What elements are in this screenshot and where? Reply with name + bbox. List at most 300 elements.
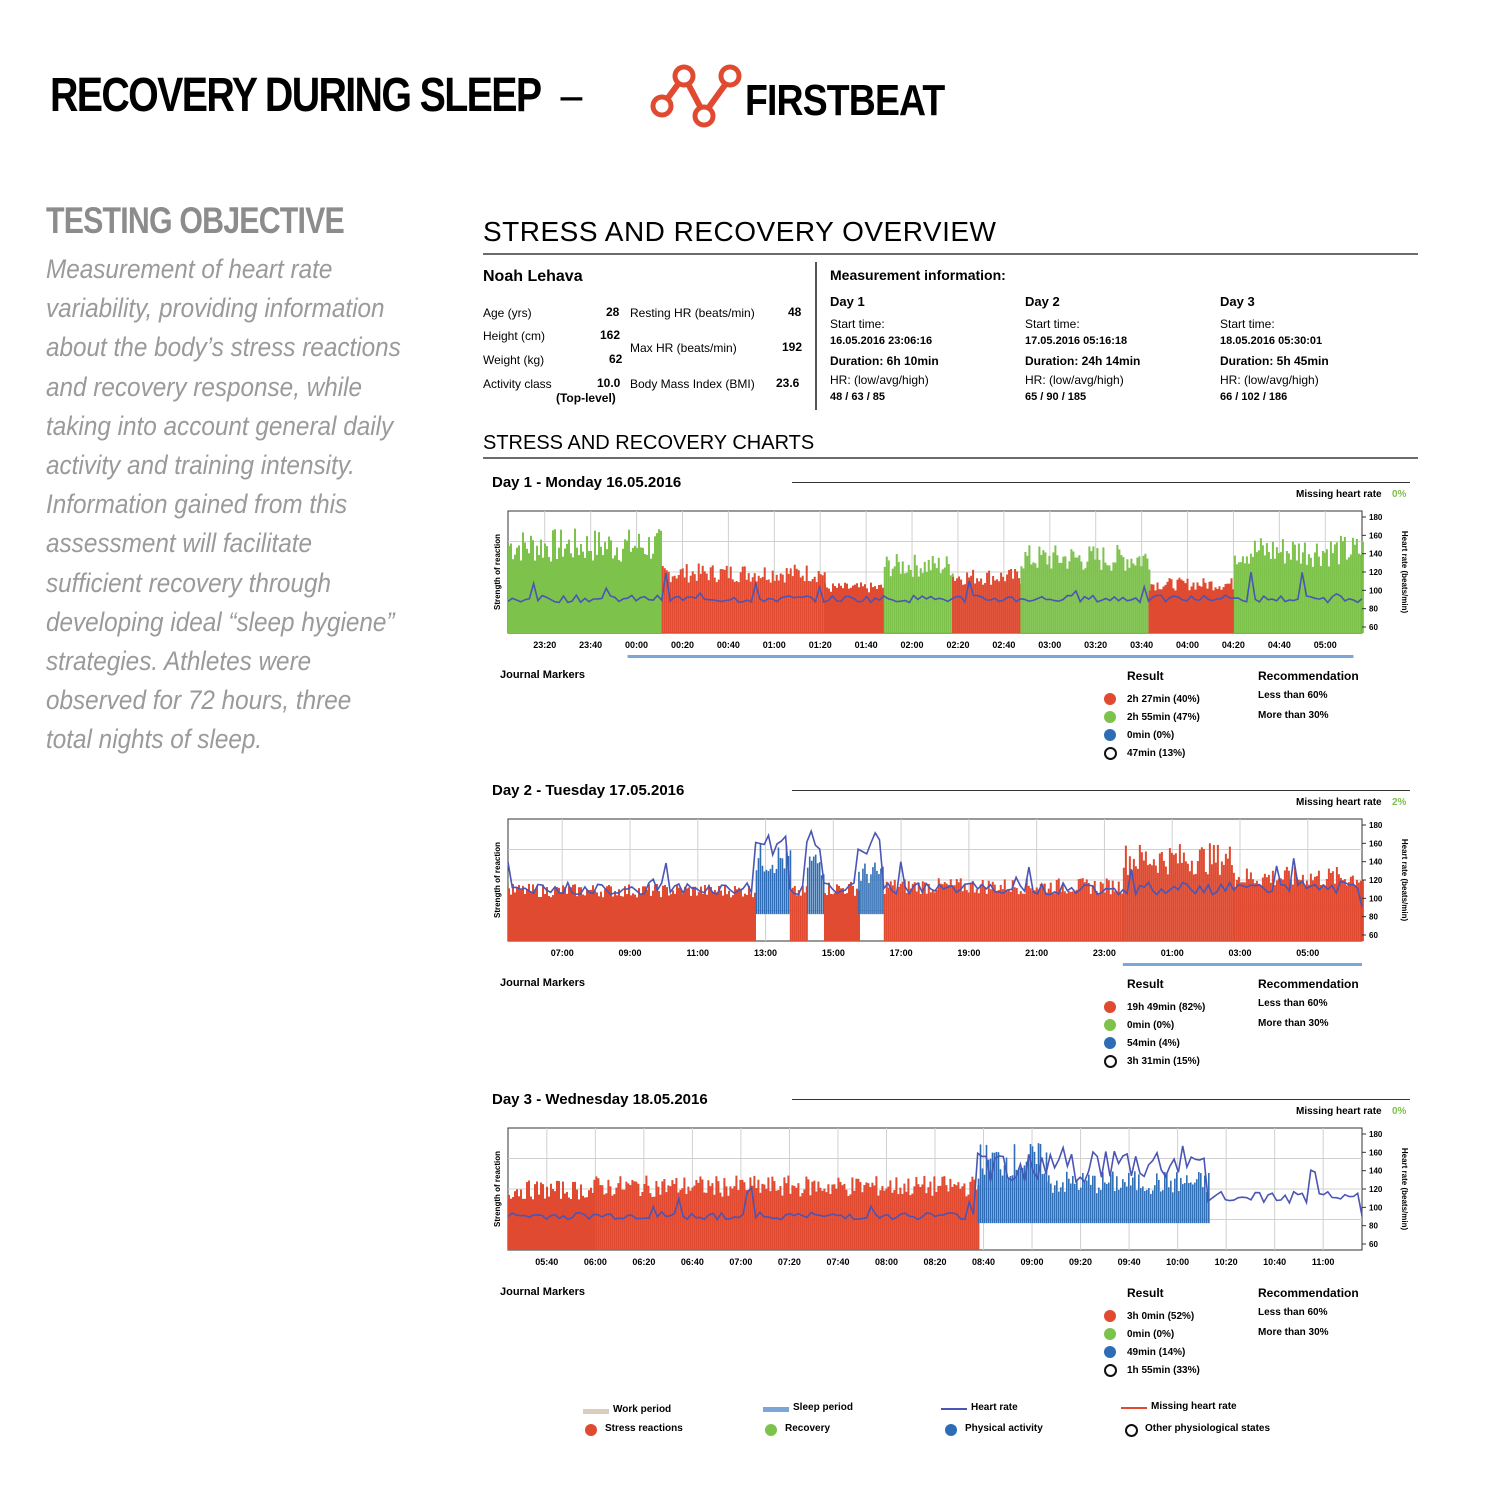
chart-bar-activity: [858, 872, 860, 914]
recommendation-1: Less than 60%: [1258, 690, 1328, 701]
chart-bar-stress: [815, 1192, 817, 1250]
chart-bar-stress: [735, 1176, 737, 1250]
chart-bar-recovery: [636, 548, 638, 633]
chart-bar-activity: [984, 1175, 986, 1223]
chart-bar-stress: [944, 882, 946, 941]
result-value: 54min (4%): [1127, 1038, 1180, 1049]
chart-bar-stress: [798, 890, 800, 941]
chart-bar-recovery: [538, 555, 540, 633]
chart-bar-stress: [965, 1196, 967, 1250]
chart-bar-stress: [627, 1183, 629, 1250]
chart-bar-stress: [612, 896, 614, 941]
hr-axis-label: 140: [1369, 549, 1383, 559]
chart-bar-recovery: [1118, 549, 1120, 633]
chart-bar-recovery: [560, 530, 562, 633]
chart-bar-stress: [850, 588, 852, 633]
chart-bar-activity: [762, 866, 764, 914]
chart-bar-stress: [844, 583, 846, 633]
chart-bar-stress: [747, 1190, 749, 1250]
chart-bar-stress: [974, 892, 976, 941]
chart-bar-stress: [1199, 850, 1201, 941]
chart-bar-stress: [1006, 574, 1008, 633]
chart-bar-stress: [856, 889, 858, 941]
hr-axis-label: 140: [1369, 1166, 1383, 1176]
chart-bar-stress: [986, 573, 988, 633]
chart-bar-stress: [775, 1191, 777, 1250]
chart-bar-stress: [603, 1194, 605, 1250]
chart-bar-stress: [1187, 579, 1189, 633]
chart-bar-stress: [1193, 874, 1195, 941]
chart-bar-stress: [1183, 581, 1185, 633]
chart-bar-stress: [1240, 882, 1242, 941]
chart-bar-recovery: [950, 575, 952, 633]
chart-bar-stress: [696, 581, 698, 633]
chart-bar-stress: [1197, 861, 1199, 941]
chart-bar-stress: [722, 896, 724, 941]
chart-bar-stress: [1147, 865, 1149, 941]
hr-axis-label: 60: [1369, 1240, 1378, 1249]
chart-bar-stress: [1064, 891, 1066, 941]
chart-bar-stress: [662, 886, 664, 941]
chart-bar-stress: [683, 1178, 685, 1250]
chart-bar-stress: [534, 889, 536, 941]
chart-bar-stress: [730, 897, 732, 941]
chart-bar-stress: [750, 894, 752, 941]
chart-bar-stress: [1133, 859, 1135, 941]
sleep-period-bar: [1123, 963, 1362, 966]
firstbeat-logo-icon: [648, 60, 744, 136]
chart-bar-stress: [1129, 856, 1131, 941]
chart-bar-stress: [669, 1186, 671, 1250]
chart-bar-recovery: [562, 557, 564, 633]
chart-bar-stress: [617, 1183, 619, 1250]
x-tick-label: 01:40: [854, 640, 878, 650]
chart-bar-activity: [1198, 1172, 1200, 1223]
chart-bar-stress: [568, 886, 570, 941]
chart-bar-recovery: [1026, 556, 1028, 633]
chart-bar-stress: [640, 894, 642, 941]
chart-bar-activity: [1136, 1190, 1138, 1223]
journal-markers: Journal Markers: [500, 669, 585, 681]
chart-bar-stress: [1177, 580, 1179, 633]
chart-bar-stress: [544, 1199, 546, 1250]
chart-bar-recovery: [522, 532, 524, 633]
chart-bar-stress: [532, 1199, 534, 1250]
chart-bar-stress: [1217, 589, 1219, 633]
chart-bar-stress: [580, 887, 582, 941]
chart-bar-stress: [1199, 586, 1201, 633]
chart-bar-stress: [1308, 885, 1310, 941]
x-tick-label: 07:20: [777, 1257, 801, 1267]
chart-bar-stress: [899, 1188, 901, 1250]
chart-bar-activity: [990, 1159, 992, 1223]
chart-bar-stress: [1008, 570, 1010, 633]
chart-bar-stress: [800, 577, 802, 633]
chart-bar-stress: [522, 1199, 524, 1250]
x-tick-label: 04:00: [1176, 640, 1200, 650]
chart-bar-stress: [821, 1191, 823, 1250]
chart-bar-recovery: [1234, 556, 1236, 633]
chart-bar-stress: [802, 576, 804, 633]
chart-bar-stress: [1322, 884, 1324, 941]
chart-bar-stress: [1149, 864, 1151, 941]
chart-bar-stress: [1038, 889, 1040, 941]
chart-bar-recovery: [1040, 555, 1042, 633]
missing-hr-value: 0%: [1392, 489, 1407, 500]
chart-title-rule: [792, 1099, 1410, 1100]
duration: Duration: 24h 14min: [1025, 354, 1141, 368]
chart-bar-stress: [819, 1188, 821, 1250]
chart-bar-activity: [996, 1152, 998, 1223]
chart-bar-recovery: [918, 577, 920, 633]
chart-bar-recovery: [520, 560, 522, 633]
chart-bar-stress: [720, 891, 722, 941]
chart-bar-activity: [774, 873, 776, 914]
chart-bar-stress: [544, 894, 546, 941]
chart-bar-activity: [1118, 1190, 1120, 1223]
chart-bar-recovery: [1350, 555, 1352, 633]
legend-heart-rate-label: Heart rate: [971, 1402, 1018, 1413]
chart-bar-stress: [964, 884, 966, 941]
chart-bar-stress: [1211, 864, 1213, 941]
result-value: 0min (0%): [1127, 1020, 1175, 1031]
chart-bar-activity: [1126, 1186, 1128, 1223]
chart-bar-stress: [737, 1190, 739, 1250]
chart-bar-stress: [830, 894, 832, 941]
chart-bar-stress: [966, 573, 968, 633]
chart-bar-stress: [831, 1185, 833, 1250]
x-tick-label: 13:00: [754, 948, 778, 958]
chart-bar-stress: [1278, 879, 1280, 941]
chart-bar-stress: [709, 1186, 711, 1250]
chart-bar-recovery: [1352, 538, 1354, 633]
chart-bar-recovery: [1090, 551, 1092, 633]
chart-bar-activity: [1098, 1188, 1100, 1224]
chart-bar-stress: [905, 1192, 907, 1250]
chart-bar-recovery: [652, 554, 654, 633]
legend-missing-hr-swatch: [1121, 1407, 1147, 1409]
chart-bar-stress: [859, 1182, 861, 1250]
legend-other-swatch: [1125, 1424, 1138, 1437]
chart-bar-stress: [582, 894, 584, 941]
chart-bar-stress: [1260, 886, 1262, 941]
x-tick-label: 23:20: [533, 640, 557, 650]
chart-bar-stress: [772, 571, 774, 633]
chart-bar-stress: [884, 894, 886, 941]
chart-bar-recovery: [1066, 569, 1068, 633]
chart-bar-recovery: [514, 555, 516, 633]
chart-bar-activity: [1124, 1182, 1126, 1223]
chart-bar-recovery: [932, 556, 934, 633]
hr-label: HR: (low/avg/high): [1025, 373, 1124, 387]
chart-bar-stress: [1114, 891, 1116, 941]
chart-bar-recovery: [544, 544, 546, 633]
chart-bar-activity: [1192, 1184, 1194, 1223]
chart-bar-activity: [1148, 1188, 1150, 1223]
chart-bar-activity: [1072, 1176, 1074, 1223]
chart-bar-recovery: [558, 548, 560, 633]
chart-bar-stress: [732, 895, 734, 941]
chart-bar-stress: [1181, 863, 1183, 941]
chart-bar-recovery: [922, 573, 924, 633]
chart-bar-recovery: [1122, 557, 1124, 633]
chart-bar-activity: [1014, 1144, 1016, 1223]
chart-bar-stress: [1175, 853, 1177, 941]
x-tick-label: 21:00: [1025, 948, 1049, 958]
chart-bar-activity: [1046, 1182, 1048, 1224]
chart-bar-activity: [1044, 1173, 1046, 1223]
chart-bar-stress: [586, 889, 588, 941]
chart-bar-stress: [1177, 863, 1179, 941]
chart-bar-stress: [728, 891, 730, 941]
chart-bar-recovery: [914, 555, 916, 633]
chart-bar-stress: [659, 1195, 661, 1250]
chart-bar-stress: [699, 1176, 701, 1250]
page-title: [50, 68, 581, 123]
chart-bar-stress: [680, 889, 682, 941]
chart-bar-stress: [1324, 886, 1326, 941]
chart-bar-stress: [520, 890, 522, 941]
chart-bar-stress: [558, 888, 560, 941]
chart-bar-activity: [813, 857, 815, 915]
chart-bar-activity: [1064, 1192, 1066, 1223]
chart-bar-stress: [1018, 894, 1020, 941]
chart-bar-stress: [738, 888, 740, 941]
chart-bar-stress: [711, 1183, 713, 1250]
chart-bar-stress: [903, 1184, 905, 1250]
chart-bar-stress: [622, 897, 624, 941]
hr-axis-label: 100: [1369, 1203, 1383, 1213]
chart-bar-stress: [1231, 865, 1233, 941]
hr-axis-label: 60: [1369, 623, 1378, 632]
chart-bar-stress: [599, 1185, 601, 1250]
chart-bar-stress: [675, 1178, 677, 1250]
hr-axis-label: 140: [1369, 857, 1383, 867]
recommendation-1: Less than 60%: [1258, 998, 1328, 1009]
chart-bar-recovery: [1120, 555, 1122, 633]
chart-bar-stress: [1060, 892, 1062, 941]
chart-bar-recovery: [624, 539, 626, 633]
objective-line: about the body’s stress reactions: [46, 332, 401, 363]
chart-bar-activity: [1102, 1172, 1104, 1223]
chart-bar-stress: [685, 1194, 687, 1250]
chart-bar-recovery: [586, 536, 588, 633]
chart-bar-stress: [706, 895, 708, 941]
chart-bar-activity: [1146, 1190, 1148, 1223]
sleep-period-bar: [628, 655, 1354, 658]
chart-bar-stress: [892, 885, 894, 941]
result-header: Result: [1127, 669, 1164, 683]
chart-bar-stress: [1084, 882, 1086, 941]
chart-bar-stress: [1236, 880, 1238, 941]
chart-bar-stress: [852, 886, 854, 941]
hr-axis-label: 60: [1369, 931, 1378, 940]
chart-bar-activity: [1108, 1182, 1110, 1223]
overview-divider: [483, 253, 1418, 255]
chart-bar-stress: [1344, 879, 1346, 941]
chart-bar-activity: [1084, 1181, 1086, 1224]
chart-bar-stress: [1171, 853, 1173, 941]
chart-bar-stress: [538, 897, 540, 941]
chart-bar-stress: [578, 887, 580, 941]
chart-bar-stress: [853, 1191, 855, 1250]
chart-bar-stress: [1169, 848, 1171, 941]
chart-bar-activity: [1106, 1184, 1108, 1223]
chart-bar-stress: [634, 895, 636, 941]
result-dot-stress: [1104, 1310, 1116, 1322]
x-tick-label: 11:00: [686, 948, 710, 958]
chart-bar-stress: [789, 1194, 791, 1250]
x-tick-label: 19:00: [957, 948, 981, 958]
chart-bar-stress: [1221, 590, 1223, 633]
chart-bar-activity: [1054, 1185, 1056, 1223]
chart-bar-stress: [910, 889, 912, 941]
chart-bar-recovery: [646, 555, 648, 633]
chart-bar-recovery: [552, 530, 554, 633]
chart-bar-activity: [1202, 1187, 1204, 1223]
chart-bar-stress: [1042, 884, 1044, 941]
start-time-value: 17.05.2016 05:16:18: [1025, 335, 1128, 347]
chart-bar-stress: [716, 582, 718, 633]
chart-bar-stress: [1012, 579, 1014, 633]
chart-bar-stress: [994, 885, 996, 941]
chart-bar-recovery: [570, 553, 572, 633]
start-time-label: Start time:: [1220, 317, 1275, 331]
hr-axis-label: 120: [1369, 1185, 1383, 1194]
chart-bar-stress: [1141, 852, 1143, 941]
chart-bar-stress: [635, 1182, 637, 1250]
bmi-label: Body Mass Index (BMI): [630, 377, 755, 391]
chart-bar-stress: [1016, 888, 1018, 941]
chart-bar-stress: [1246, 869, 1248, 941]
chart-bar-stress: [1050, 883, 1052, 941]
chart-bar-recovery: [1336, 542, 1338, 633]
day-label: Day 3: [1220, 294, 1255, 309]
chart-bar-stress: [1282, 879, 1284, 941]
chart-bar-stress: [1193, 583, 1195, 633]
chart-bar-stress: [1074, 891, 1076, 941]
chart-bar-stress: [1215, 587, 1217, 633]
chart-bar-stress: [1056, 880, 1058, 941]
charts-divider: [483, 457, 1418, 459]
chart-bar-stress: [602, 897, 604, 941]
chart-bar-stress: [726, 894, 728, 941]
chart-bar-stress: [856, 583, 858, 633]
chart-bar-activity: [1184, 1183, 1186, 1223]
chart-bar-stress: [623, 1190, 625, 1250]
chart-bar-recovery: [656, 533, 658, 633]
objective-line: developing ideal “sleep hygiene”: [46, 606, 395, 637]
chart-bar-stress: [933, 1176, 935, 1250]
chart-bar-recovery: [548, 557, 550, 633]
activity-value: 10.0: [597, 376, 621, 390]
chart-bar-activity: [982, 1168, 984, 1223]
chart-bar-activity: [1002, 1176, 1004, 1224]
chart-bar-recovery: [642, 548, 644, 633]
chart-bar-activity: [1066, 1172, 1068, 1223]
chart-bar-stress: [762, 577, 764, 633]
chart-bar-stress: [744, 894, 746, 941]
chart-bar-stress: [947, 1191, 949, 1250]
chart-bar-stress: [1312, 880, 1314, 941]
chart-bar-stress: [1350, 877, 1352, 941]
chart-bar-stress: [1304, 886, 1306, 941]
chart-bar-stress: [832, 894, 834, 941]
chart-bar-stress: [946, 884, 948, 941]
chart-bar-stress: [721, 1197, 723, 1250]
chart-bar-recovery: [1280, 552, 1282, 633]
chart-bar-stress: [609, 1186, 611, 1250]
chart-bar-stress: [688, 582, 690, 633]
chart-bar-stress: [828, 883, 830, 941]
legend-other-label: Other physiological states: [1145, 1423, 1271, 1434]
chart-bar-stress: [936, 890, 938, 941]
hr-axis-title: Heart rate (beats/min): [1400, 530, 1409, 614]
chart-bar-recovery: [1356, 539, 1358, 633]
chart-bar-stress: [718, 886, 720, 941]
chart-bar-stress: [1028, 886, 1030, 941]
chart-bar-stress: [732, 579, 734, 633]
chart-bar-activity: [1062, 1182, 1064, 1223]
chart-bar-stress: [804, 892, 806, 941]
duration: Duration: 5h 45min: [1220, 354, 1329, 368]
chart-bar-stress: [1159, 853, 1161, 941]
chart-bar-stress: [990, 889, 992, 941]
chart-bar-stress: [998, 581, 1000, 633]
x-tick-label: 10:40: [1263, 1257, 1287, 1267]
chart-bar-stress: [1231, 578, 1233, 633]
objective-line: total nights of sleep.: [46, 724, 263, 755]
chart-bar-activity: [1122, 1179, 1124, 1223]
x-tick-label: 01:00: [1160, 948, 1184, 958]
chart-bar-stress: [783, 1177, 785, 1250]
chart-bar-stress: [835, 1189, 837, 1250]
chart-bar-stress: [516, 888, 518, 941]
chart-bar-recovery: [1028, 545, 1030, 633]
chart-bar-stress: [690, 896, 692, 941]
chart-bar-stress: [667, 1185, 669, 1250]
chart-bar-stress: [918, 883, 920, 941]
chart-bar-stress: [568, 1198, 570, 1250]
chart-bar-stress: [1153, 859, 1155, 941]
chart-bar-stress: [825, 1192, 827, 1250]
chart-bar-recovery: [660, 531, 662, 633]
chart-bar-activity: [758, 858, 760, 914]
chart-bar-stress: [806, 566, 808, 633]
chart-bar-stress: [694, 574, 696, 633]
chart-bar-stress: [606, 886, 608, 941]
result-dot-stress: [1104, 693, 1116, 705]
chart-bar-stress: [738, 582, 740, 633]
chart-bar-stress: [508, 888, 510, 941]
chart-bar-stress: [736, 581, 738, 633]
x-tick-label: 05:00: [1296, 948, 1320, 958]
chart-bar-stress: [1254, 883, 1256, 941]
chart-bar-stress: [824, 583, 826, 633]
chart-bar-stress: [803, 1189, 805, 1250]
chart-bar-stress: [969, 1182, 971, 1250]
chart-bar-recovery: [628, 530, 630, 633]
chart-bar-recovery: [1310, 558, 1312, 633]
chart-bar-recovery: [1022, 568, 1024, 633]
start-time-value: 18.05.2016 05:30:01: [1220, 335, 1323, 347]
chart-bar-recovery: [1282, 539, 1284, 633]
x-tick-label: 07:40: [826, 1257, 850, 1267]
chart-bar-activity: [756, 870, 758, 914]
chart-bar-activity: [998, 1152, 1000, 1223]
result-dot-recovery: [1104, 1019, 1116, 1031]
duration: Duration: 6h 10min: [830, 354, 939, 368]
